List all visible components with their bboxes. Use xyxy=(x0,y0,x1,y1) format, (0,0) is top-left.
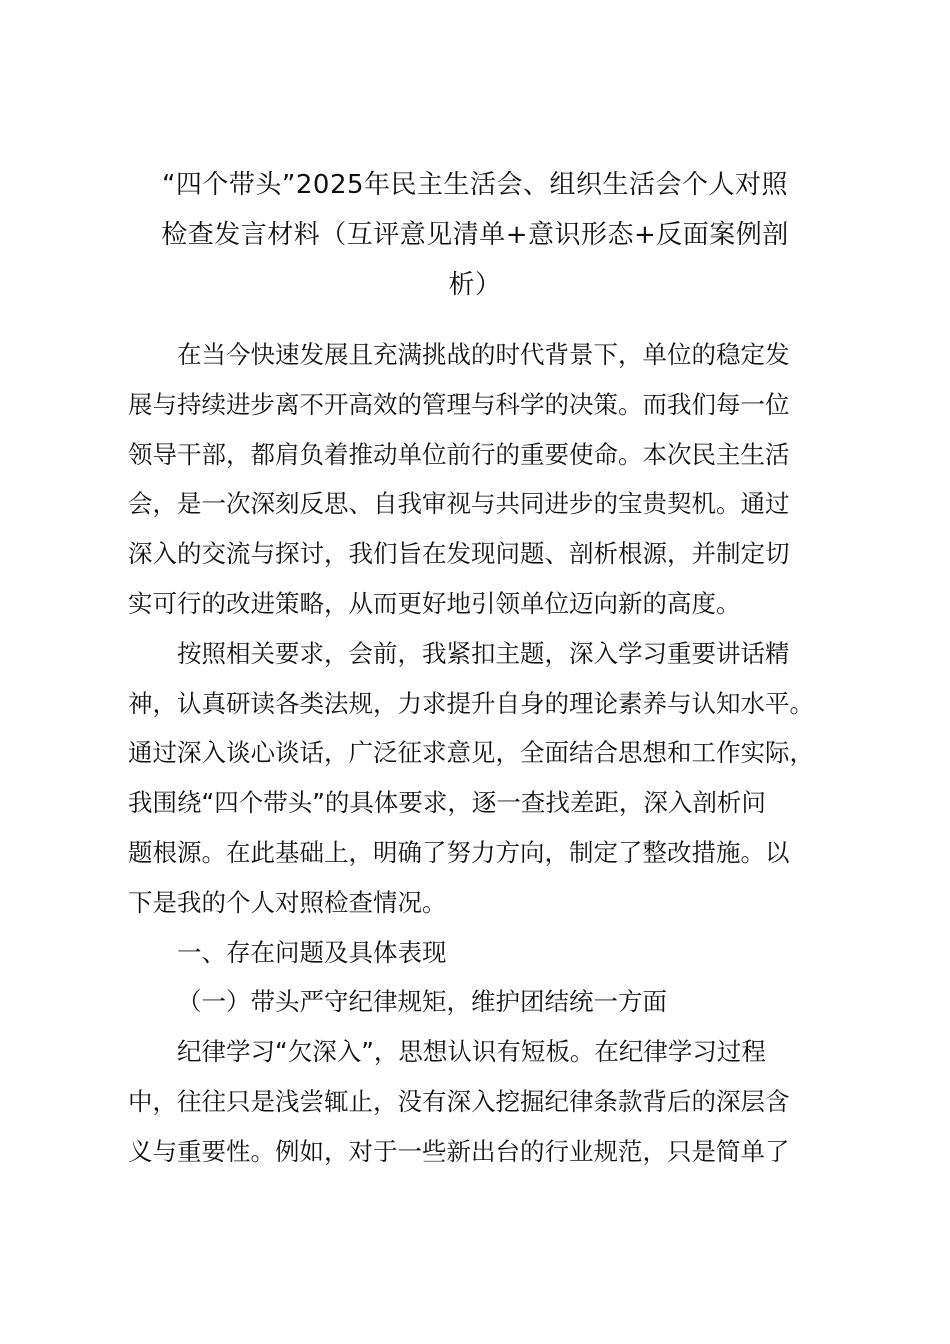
text-line: 会，是一次深刻反思、自我审视与共同进步的宝贵契机。通过 xyxy=(128,489,790,519)
title-line: “四个带头”2025年民主生活会、组织生活会个人对照 xyxy=(161,170,789,200)
text-line: 义与重要性。例如，对于一些新出台的行业规范，只是简单了 xyxy=(128,1136,790,1166)
text-line: 中，往往只是浅尝辄止，没有深入挖掘纪律条款背后的深层含 xyxy=(128,1086,790,1116)
text-line: 在当今快速发展且充满挑战的时代背景下，单位的稳定发 xyxy=(177,340,790,369)
text-line: 按照相关要求，会前，我紧扣主题，深入学习重要讲话精 xyxy=(177,638,790,668)
text-line: 展与持续进步离不开高效的管理与科学的决策。而我们每一位 xyxy=(128,389,790,419)
text-line: 神，认真研读各类法规，力求提升自身的理论素养与认知水平。 xyxy=(128,688,814,718)
text-line: 纪律学习“欠深入”，思想认识有短板。在纪律学习过程 xyxy=(177,1037,766,1067)
text-line: 题根源。在此基础上，明确了努力方向，制定了整改措施。以 xyxy=(128,837,790,867)
title-line: 析） xyxy=(448,270,502,300)
text-line: 我围绕“四个带头”的具体要求，逐一查找差距，深入剖析问 xyxy=(128,788,766,818)
document-title xyxy=(128,160,822,310)
paragraph-intro xyxy=(128,330,850,629)
text-line: 实可行的改进策略，从而更好地引领单位迈向新的高度。 xyxy=(128,588,741,618)
paragraph-discipline xyxy=(128,1027,850,1176)
subsection-heading xyxy=(128,977,850,1027)
text-line: 深入的交流与探讨，我们旨在发现问题、剖析根源，并制定切 xyxy=(128,539,790,569)
document-body xyxy=(128,330,850,1177)
title-line: 检查发言材料（互评意见清单+意识形态+反面案例剖 xyxy=(161,220,789,250)
text-line: 领导干部，都肩负着推动单位前行的重要使命。本次民主生活 xyxy=(128,439,790,469)
text-line: 下是我的个人对照检查情况。 xyxy=(128,887,447,917)
heading-line: （一）带头严守纪律规矩，维护团结统一方面 xyxy=(177,987,667,1017)
paragraph-preparation xyxy=(128,629,850,928)
text-line: 通过深入谈心谈话，广泛征求意见，全面结合思想和工作实际， xyxy=(128,738,814,768)
section-heading xyxy=(128,928,850,978)
heading-line: 一、存在问题及具体表现 xyxy=(177,937,447,967)
